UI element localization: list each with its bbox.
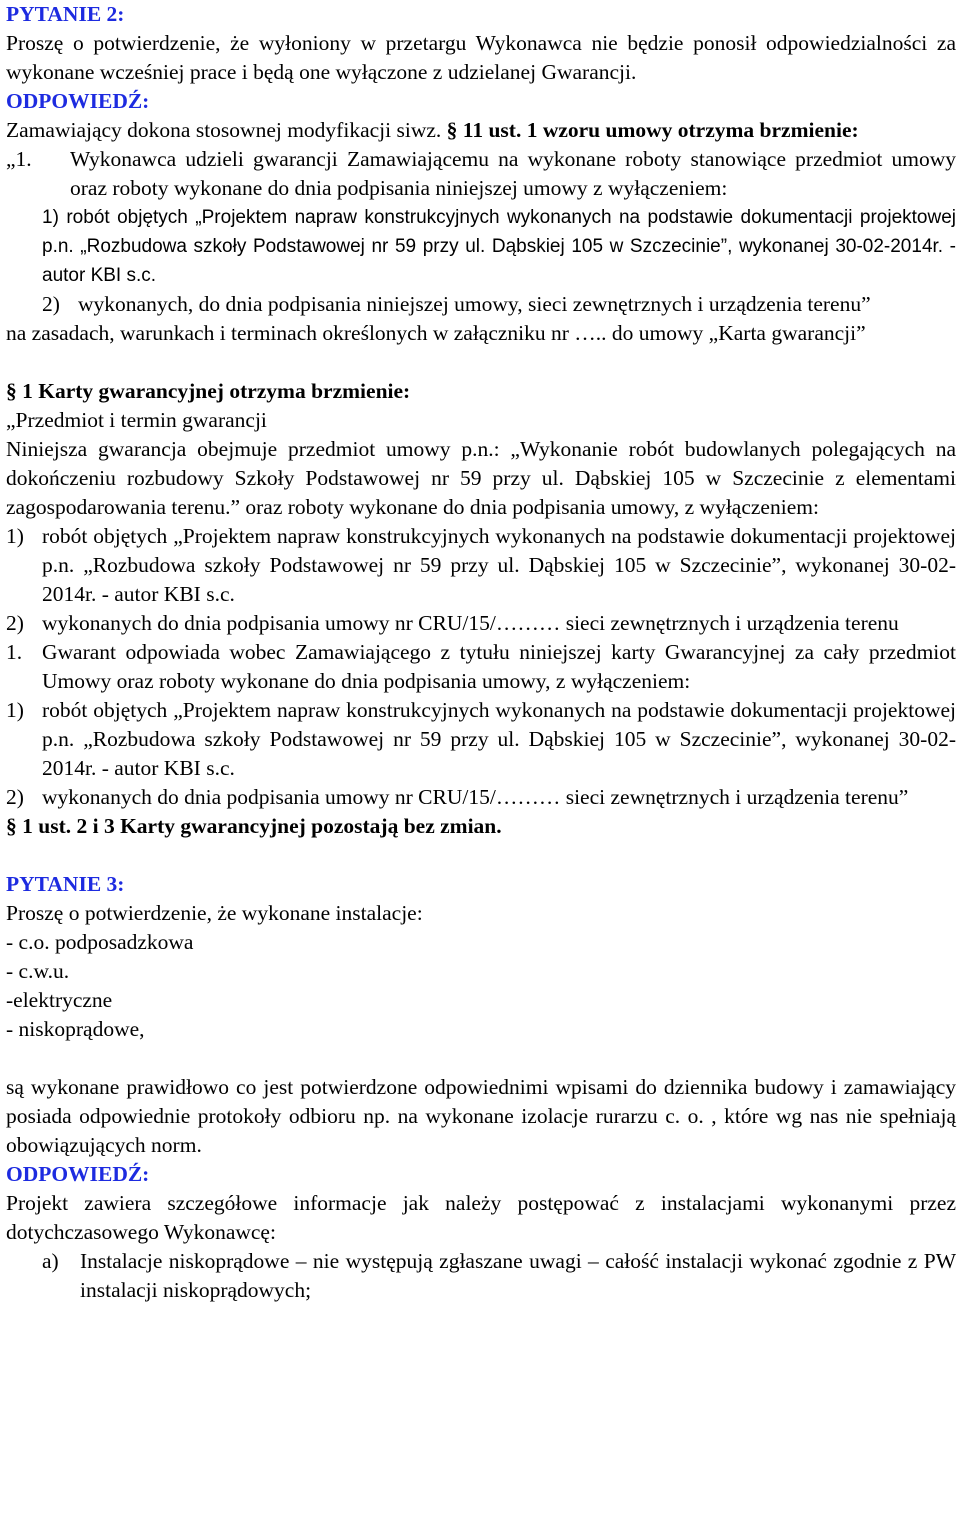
spacer (6, 841, 956, 870)
answer-3-label: ODPOWIEDŹ: (6, 1162, 150, 1186)
card-item-1 (6, 638, 956, 696)
final-note: § 1 ust. 2 i 3 Karty gwarancyjnej pozostają bez zmian. (6, 814, 502, 838)
contract-clause-1-text: Wykonawca udzieli gwarancji Zamawiającemu na wykonane roboty stanowiące przedmiot umowy oraz roboty wykonane do dnia podpisania niniejszej umowy z wyłączeniem: (70, 147, 956, 200)
card-exclusion-2 (6, 609, 956, 638)
card-text: Niniejsza gwarancja obejmuje przedmiot umowy p.n.: „Wykonanie robót budowlanych polegających na dokończeniu rozbudowy Szkoły Podstawowej nr 59 przy ul. Dąbskiej 105 w Szczecinie z elementami zagospodarowania terenu.” oraz roboty wykonane do dnia podpisania umowy, z wyłączeniem: (6, 437, 956, 519)
spacer (6, 348, 956, 377)
answer-2-intro-bold: § 11 ust. 1 wzoru umowy otrzyma brzmienie: (446, 118, 859, 142)
document-page (6, 0, 956, 1305)
answer-2-label: ODPOWIEDŹ: (6, 89, 150, 113)
question-3-text: są wykonane prawidłowo co jest potwierdzone odpowiednimi wpisami do dziennika budowy i zamawiający posiada odpowiednie protokoły odbioru np. na wykonane izolacje rurarzu c. o. , które wg nas nie spełniają obowiązujących norm. (6, 1075, 956, 1157)
clause-exclusion-1-text: robót objętych „Projektem napraw konstrukcyjnych wykonanych na podstawie dokumentacji projektowej p.n. „Rozbudowa szkoły Podstawowej nr 59 przy ul. Dąbskiej 105 w Szczecinie”, wykonanej 30-02-2014r. - autor KBI s.c. (42, 207, 957, 286)
clause-closing: na zasadach, warunkach i terminach określonych w załączniku nr ….. do umowy „Karta gwarancji” (6, 321, 866, 345)
clause-exclusion-1 (42, 203, 956, 290)
question-2-heading: PYTANIE 2: (6, 2, 125, 26)
card-item-1-exclusion-1 (6, 696, 956, 783)
answer-3-item-a (6, 1247, 956, 1305)
installation-item: - niskoprądowe, (6, 1017, 145, 1041)
card-item-1-exclusion-2 (6, 783, 956, 812)
clause-exclusion-1-label: 1) (42, 207, 59, 228)
installation-item: -elektryczne (6, 988, 113, 1012)
card-item-1-text: Gwarant odpowiada wobec Zamawiającego z tytułu niniejszej karty Gwarancyjnej za cały przedmiot Umowy oraz roboty wykonane do dnia podpisania umowy, z wyłączeniem: (42, 640, 956, 693)
answer-3-item-a-label: a) (42, 1249, 59, 1273)
installation-item: - c.w.u. (6, 959, 70, 983)
contract-clause-1-label: „1. (6, 147, 32, 171)
answer-3-item-a-text: Instalacje niskoprądowe – nie występują zgłaszane uwagi – całość instalacji wykonać zgodnie z PW instalacji niskoprądowych; (80, 1249, 956, 1302)
clause-exclusions (6, 203, 956, 319)
answer-3-text: Projekt zawiera szczegółowe informacje jak należy postępować z instalacjami wykonanymi przez dotychczasowego Wykonawcę: (6, 1191, 956, 1244)
card-exclusion-2-label: 2) (6, 611, 24, 635)
card-exclusion-2-text: wykonanych do dnia podpisania umowy nr CRU/15/……… sieci zewnętrznych i urządzenia terenu (42, 611, 899, 635)
card-title: „Przedmiot i termin gwarancji (6, 408, 267, 432)
card-item-1-exclusion-1-text: robót objętych „Projektem napraw konstrukcyjnych wykonanych na podstawie dokumentacji projektowej p.n. „Rozbudowa szkoły Podstawowej nr 59 przy ul. Dąbskiej 105 w Szczecinie”, wykonanej 30-02-2014r. - autor KBI s.c. (42, 698, 956, 780)
question-3-heading: PYTANIE 3: (6, 872, 125, 896)
card-item-1-exclusion-2-text: wykonanych do dnia podpisania umowy nr CRU/15/……… sieci zewnętrznych i urządzenia terenu” (42, 785, 909, 809)
answer-2-intro (6, 116, 956, 145)
answer-2-intro-plain: Zamawiający dokona stosownej modyfikacji siwz. (6, 118, 442, 142)
card-exclusion-1-text: robót objętych „Projektem napraw konstrukcyjnych wykonanych na podstawie dokumentacji projektowej p.n. „Rozbudowa szkoły Podstawowej nr 59 przy ul. Dąbskiej 105 w Szczecinie”, wykonanej 30-02-2014r. - autor KBI s.c. (42, 524, 956, 606)
card-item-1-exclusion-2-label: 2) (6, 785, 24, 809)
question-2-text: Proszę o potwierdzenie, że wyłoniony w przetargu Wykonawca nie będzie ponosił odpowiedzialności za wykonane wcześniej prace i będą one wyłączone z udzielanej Gwarancji. (6, 31, 956, 84)
installation-item: - c.o. podposadzkowa (6, 930, 194, 954)
card-exclusion-1 (6, 522, 956, 609)
clause-exclusion-2-label: 2) (42, 292, 60, 316)
contract-clause-1 (6, 145, 956, 203)
card-heading: § 1 Karty gwarancyjnej otrzyma brzmienie: (6, 379, 411, 403)
clause-exclusion-2-text: wykonanych, do dnia podpisania niniejszej umowy, sieci zewnętrznych i urządzenia terenu” (78, 292, 871, 316)
card-item-1-label: 1. (6, 640, 23, 664)
question-3-intro: Proszę o potwierdzenie, że wykonane instalacje: (6, 901, 423, 925)
clause-exclusion-2 (42, 290, 956, 319)
spacer (6, 1044, 956, 1073)
card-exclusion-1-label: 1) (6, 524, 24, 548)
card-item-1-exclusion-1-label: 1) (6, 698, 24, 722)
